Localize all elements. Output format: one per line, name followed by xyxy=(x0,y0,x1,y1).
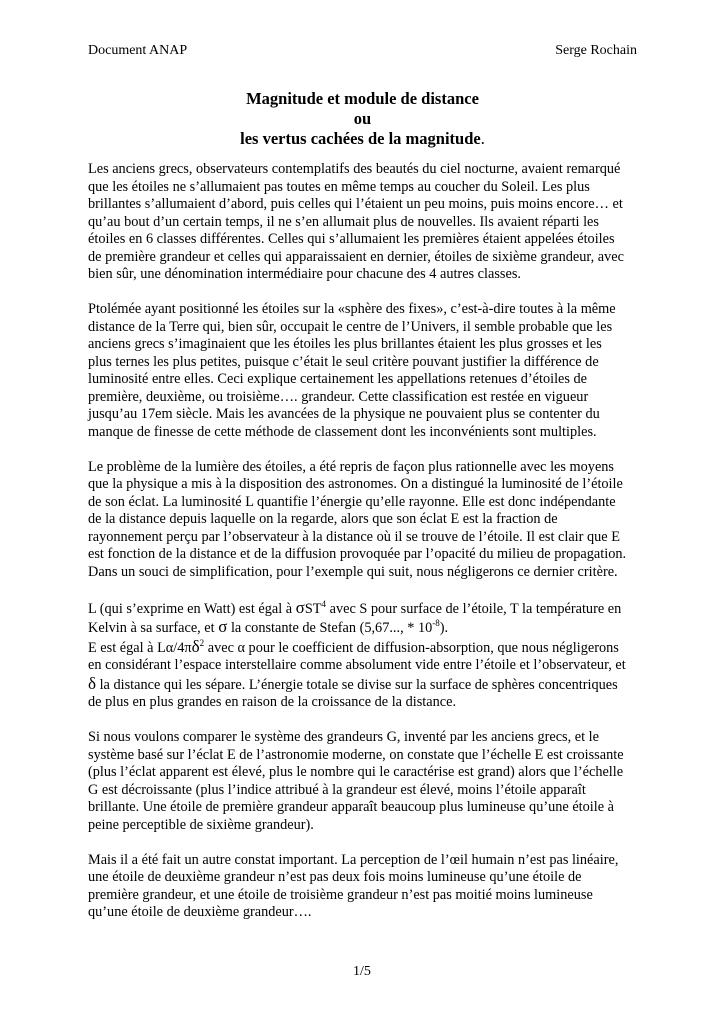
formula-line-eclat xyxy=(88,638,640,658)
exponent: 4 xyxy=(321,598,327,609)
paragraph-line: brillante. Une étoile de première grandeur apparaît beaucoup plus lumineuse qu’une étoile à xyxy=(88,799,614,815)
paragraph-line: est fonction de la distance et de la diffusion provoquée par l’opacité du milieu de propagation. xyxy=(88,546,627,562)
sigma-symbol: σ xyxy=(295,597,305,617)
formula-line-stefan xyxy=(88,618,640,638)
formula-text: Kelvin à sa surface, et xyxy=(88,620,219,636)
title-line-3 xyxy=(88,129,637,149)
title-line-1: Magnitude et module de distance xyxy=(246,89,479,108)
paragraph-line: première grandeur, et une étoile de troisième grandeur n’est pas moitié moins lumineuse xyxy=(88,886,593,903)
paragraph-line: Mais il a été fait un autre constat important. La perception de l’œil humain n’est pas linéaire, xyxy=(88,851,619,868)
body-text xyxy=(88,161,640,939)
paragraph-line: en considérant l’espace interstellaire comme absolument vide entre l’étoile et l’observateur, et xyxy=(88,657,626,673)
paragraph-line: Le problème de la lumière des étoiles, a été repris de façon plus rationnelle avec les moyens xyxy=(88,458,614,475)
paragraph-line: Ptolémée ayant positionné les étoiles sur la «sphère des fixes», c’est-à-dire toutes à la même xyxy=(88,301,616,317)
paragraph-line: Les anciens grecs, observateurs contemplatifs des beautés du ciel nocturne, avaient remarqué xyxy=(88,161,621,177)
paragraph-line: G est décroissante (plus l’indice attribué à la grandeur est élevé, moins l’étoile apparaît xyxy=(88,781,586,798)
document-title xyxy=(88,89,637,149)
paragraph-5 xyxy=(88,729,640,834)
paragraph-line: jusqu’au 17em siècle. Mais les avancées de la physique ne pouvaient plus se contenter du xyxy=(88,406,600,422)
paragraph-line: brillantes s’allumaient d’abord, puis celles qui l’étaient un peu moins, puis moins encore… et xyxy=(88,196,623,212)
paragraph-line: Dans un souci de simplification, pour l’exemple qui suit, nous négligerons ce dernier critère. xyxy=(88,563,618,580)
paragraph-line: de son éclat. La luminosité L quantifie l’énergie qu’elle rayonne. Elle est donc indépendante xyxy=(88,493,616,510)
title-line-3-text: les vertus cachées de la magnitude xyxy=(240,129,481,148)
sigma-symbol: σ xyxy=(218,617,228,636)
paragraph-line: manque de finesse de cette méthode de classement dont les inconvénients sont multiples. xyxy=(88,423,597,440)
formula-text: la constante de Stefan (5,67... xyxy=(227,620,401,636)
paragraph-line: qu’une étoile de deuxième grandeur…. xyxy=(88,904,312,920)
paragraph-line: luminosité entre elles. Ceci explique certainement les appellations retenues d’étoiles de xyxy=(88,371,588,387)
formula-text: E est égal à Lα/4π xyxy=(88,639,192,656)
title-line-3-suffix: . xyxy=(480,129,485,148)
paragraph-line: qu’au bout d’un certain temps, il ne s’en allumait plus de nouvelles. Ils avaient réparti les xyxy=(88,213,599,230)
paragraph-1 xyxy=(88,161,640,284)
delta-symbol: δ xyxy=(191,636,200,656)
paragraph-line: que les étoiles ne s’allumaient pas toutes en même temps au coucher du Soleil. Les plus xyxy=(88,178,590,195)
formula-line-luminosity xyxy=(88,599,640,619)
paragraph-6 xyxy=(88,852,640,922)
delta-symbol: δ xyxy=(88,673,97,693)
paragraph-2 xyxy=(88,301,640,441)
paragraph-line: première, deuxième, ou troisième…. grandeur. Cette classification est restée en vigueur xyxy=(88,388,589,405)
paragraph-4-formulas xyxy=(88,599,640,712)
paragraph-line: que la physique a mis à la disposition des astronomes. On a distingué la luminosité de l’étoile xyxy=(88,476,623,492)
formula-text: ). xyxy=(439,620,449,636)
exponent: -8 xyxy=(432,618,440,628)
paragraph-line: distance de la Terre qui, bien sûr, occupait le centre de l’Univers, il semble probable que les xyxy=(88,318,613,335)
formula-text: , * 10 xyxy=(400,620,433,636)
page-number: 1/5 xyxy=(353,964,371,979)
paragraph-line: de la distance depuis laquelle on la regarde, alors que son éclat E est la fraction de xyxy=(88,511,558,527)
paragraph-3 xyxy=(88,459,640,582)
header-right: Serge Rochain xyxy=(555,43,637,58)
formula-text: la distance qui les sépare. L’énergie totale se divise sur la surface de sphères concentriques xyxy=(96,676,618,693)
paragraph-line: de plus en plus grandes en raison de la croissance de la distance. xyxy=(88,694,457,710)
paragraph-line: plus ternes les plus petites, puisque c’était le seul critère pouvant justifier la différence de xyxy=(88,353,599,370)
formula-line-distance xyxy=(88,675,640,695)
header-left: Document ANAP xyxy=(88,43,188,58)
paragraph-line: peine perceptible de sixième grandeur). xyxy=(88,816,314,833)
paragraph-line: Si nous voulons comparer le système des grandeurs G, inventé par les anciens grecs, et le xyxy=(88,729,599,745)
formula-text: avec α pour le coefficient de diffusion-absorption, que nous négligerons xyxy=(204,639,619,656)
paragraph-line: (plus l’éclat apparent est élevé, plus le nombre qui le caractérise est grand) alors que l’échelle xyxy=(88,764,624,780)
page-header xyxy=(88,43,637,61)
title-line-2: ou xyxy=(353,109,372,128)
paragraph-line: une étoile de deuxième grandeur n’est pas deux fois moins lumineuse qu’une étoile de xyxy=(88,869,582,885)
formula-text: avec S pour surface de l’étoile, T la température en xyxy=(326,600,622,617)
formula-text: L (qui s’exprime en Watt) est égal à xyxy=(88,600,296,617)
paragraph-line: anciens grecs s’imaginaient que les étoiles les plus brillantes étaient les plus grosses et les xyxy=(88,336,602,352)
paragraph-line: de première grandeur et celles qui apparaissaient en dernier, étoiles de sixième grandeur, avec xyxy=(88,248,624,265)
paragraph-line: bien sûr, une dénomination intermédiaire pour chacune des 4 autres classes. xyxy=(88,266,521,282)
exponent: 2 xyxy=(199,637,205,648)
paragraph-line: rayonnement perçu par l’observateur à la distance où il se trouve de l’étoile. Il est clair que E xyxy=(88,528,620,545)
paragraph-line: système basé sur l’éclat E de l’astronomie moderne, on constate que l’échelle E est croissante xyxy=(88,746,624,763)
paragraph-line: étoiles en 6 classes différentes. Celles qui s’allumaient les premières étaient appelées étoiles xyxy=(88,231,615,247)
formula-text: ST xyxy=(304,600,322,617)
